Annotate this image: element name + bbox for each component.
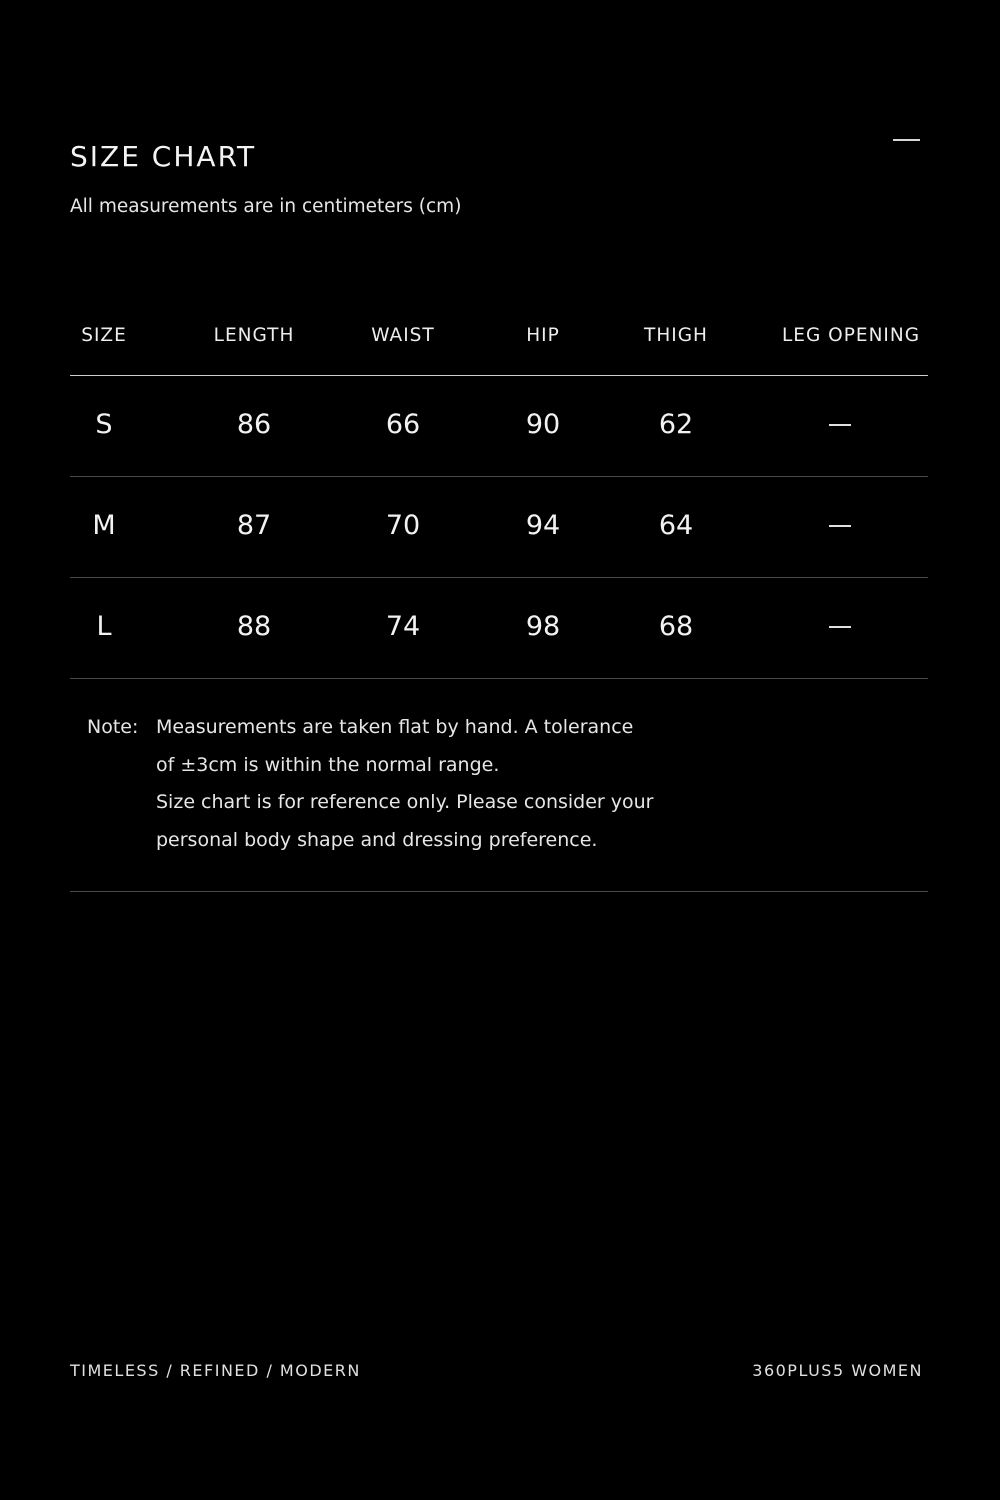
waist-cell: 66 <box>385 409 421 440</box>
note-line: Size chart is for reference only. Please consider your <box>156 791 654 814</box>
thigh-cell: 68 <box>658 611 694 642</box>
column-header-hip: HIP <box>526 325 560 346</box>
table-row <box>70 477 928 578</box>
note-section <box>70 679 928 892</box>
page-subtitle: All measurements are in centimeters (cm) <box>70 196 462 217</box>
column-header-leg-opening: LEG OPENING <box>781 325 921 346</box>
note-line: of ±3cm is within the normal range. <box>156 753 500 776</box>
length-cell: 87 <box>236 510 272 541</box>
size-table <box>70 300 928 679</box>
hip-cell: 94 <box>525 510 561 541</box>
footer-tagline: TIMELESS / REFINED / MODERN <box>70 1361 361 1380</box>
note-line: Measurements are taken flat by hand. A tolerance <box>156 716 634 738</box>
waist-cell: 70 <box>385 510 421 541</box>
length-cell: 86 <box>236 409 272 440</box>
length-cell: 88 <box>236 611 272 642</box>
leg-opening-cell <box>829 424 851 426</box>
thigh-cell: 62 <box>658 409 694 440</box>
size-cell: M <box>92 510 116 541</box>
table-row <box>70 376 928 477</box>
footer-brand: 360PLUS5 WOMEN <box>752 1361 923 1380</box>
note-text <box>156 716 654 867</box>
hip-cell: 90 <box>525 409 561 440</box>
thigh-cell: 64 <box>658 510 694 541</box>
size-cell: L <box>96 611 112 642</box>
column-header-waist: WAIST <box>371 325 435 346</box>
hip-cell: 98 <box>525 611 561 642</box>
minus-icon[interactable] <box>893 139 920 141</box>
column-header-size: SIZE <box>81 325 127 346</box>
note-label: Note: <box>87 716 139 738</box>
column-header-thigh: THIGH <box>644 325 708 346</box>
table-header-row <box>70 300 928 376</box>
leg-opening-cell <box>829 525 851 527</box>
waist-cell: 74 <box>385 611 421 642</box>
leg-opening-cell <box>829 626 851 628</box>
column-header-length: LENGTH <box>213 325 295 346</box>
note-line: personal body shape and dressing preference. <box>156 829 598 852</box>
page-title: SIZE CHART <box>70 140 257 173</box>
size-cell: S <box>95 409 113 440</box>
table-row <box>70 578 928 679</box>
